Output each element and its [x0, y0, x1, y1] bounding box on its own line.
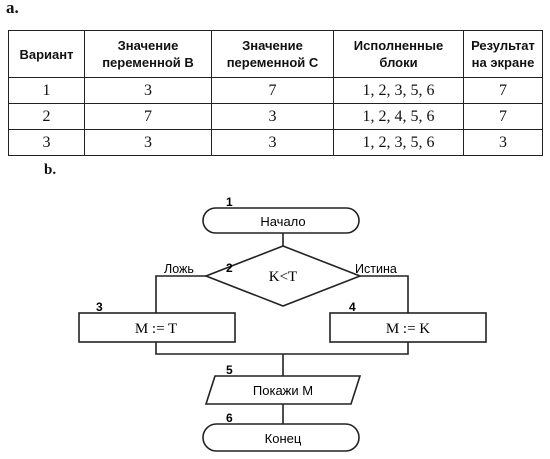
start-label: Начало: [260, 214, 306, 229]
cell-blocks: 1, 2, 3, 5, 6: [334, 78, 464, 104]
true-branch-label: Истина: [355, 262, 397, 276]
header-blocks-line-1: Исполненные: [353, 38, 444, 53]
block-number-6: 6: [226, 411, 233, 425]
header-result-line-1: Результат: [471, 38, 535, 53]
output-text: Покажи M: [252, 383, 314, 398]
cell-var-c: 3: [212, 104, 334, 130]
cell-blocks: 1, 2, 4, 5, 6: [334, 104, 464, 130]
cell-var-c: 3: [212, 130, 334, 156]
cell-result: 3: [464, 130, 543, 156]
cell-var-b: 7: [85, 104, 212, 130]
header-var-b-line-2: переменной B: [102, 55, 194, 70]
block-number-3: 3: [96, 300, 103, 314]
header-blocks-line-2: блоки: [379, 55, 418, 70]
header-var-b-line-1: Значение: [117, 38, 179, 53]
cell-result: 7: [464, 104, 543, 130]
header-var-c-line-2: переменной C: [226, 55, 319, 70]
block-number-2: 2: [226, 261, 233, 275]
connector-3-merge: [156, 342, 408, 354]
header-result-line-2: на экране: [471, 55, 535, 70]
process-left-text: M := T: [134, 321, 178, 337]
connector-true-branch: [360, 276, 408, 313]
block-number-1: 1: [226, 195, 233, 209]
header-var-c-line-1: Значение: [242, 38, 303, 53]
cell-var-b: 3: [85, 130, 212, 156]
end-label: Конец: [264, 431, 302, 446]
block-process-left: [79, 300, 235, 342]
process-right-text: M := K: [385, 321, 431, 337]
cell-var-c: 7: [212, 78, 334, 104]
cell-var-b: 3: [85, 78, 212, 104]
false-branch-label: Ложь: [164, 262, 194, 276]
cell-blocks: 1, 2, 3, 5, 6: [334, 130, 464, 156]
block-start: [203, 195, 359, 233]
part-a-label: a.: [6, 0, 19, 17]
block-number-5: 5: [226, 363, 233, 377]
block-end: [203, 411, 359, 451]
connector-false-branch: [156, 276, 206, 313]
cell-variant: 1: [9, 78, 85, 104]
part-b-label: b.: [44, 162, 57, 178]
cell-result: 7: [464, 78, 543, 104]
cell-variant: 3: [9, 130, 85, 156]
decision-condition: K<T: [268, 269, 298, 285]
header-variant-line-1: Вариант: [19, 46, 74, 62]
cell-variant: 2: [9, 104, 85, 130]
block-number-4: 4: [349, 300, 356, 314]
